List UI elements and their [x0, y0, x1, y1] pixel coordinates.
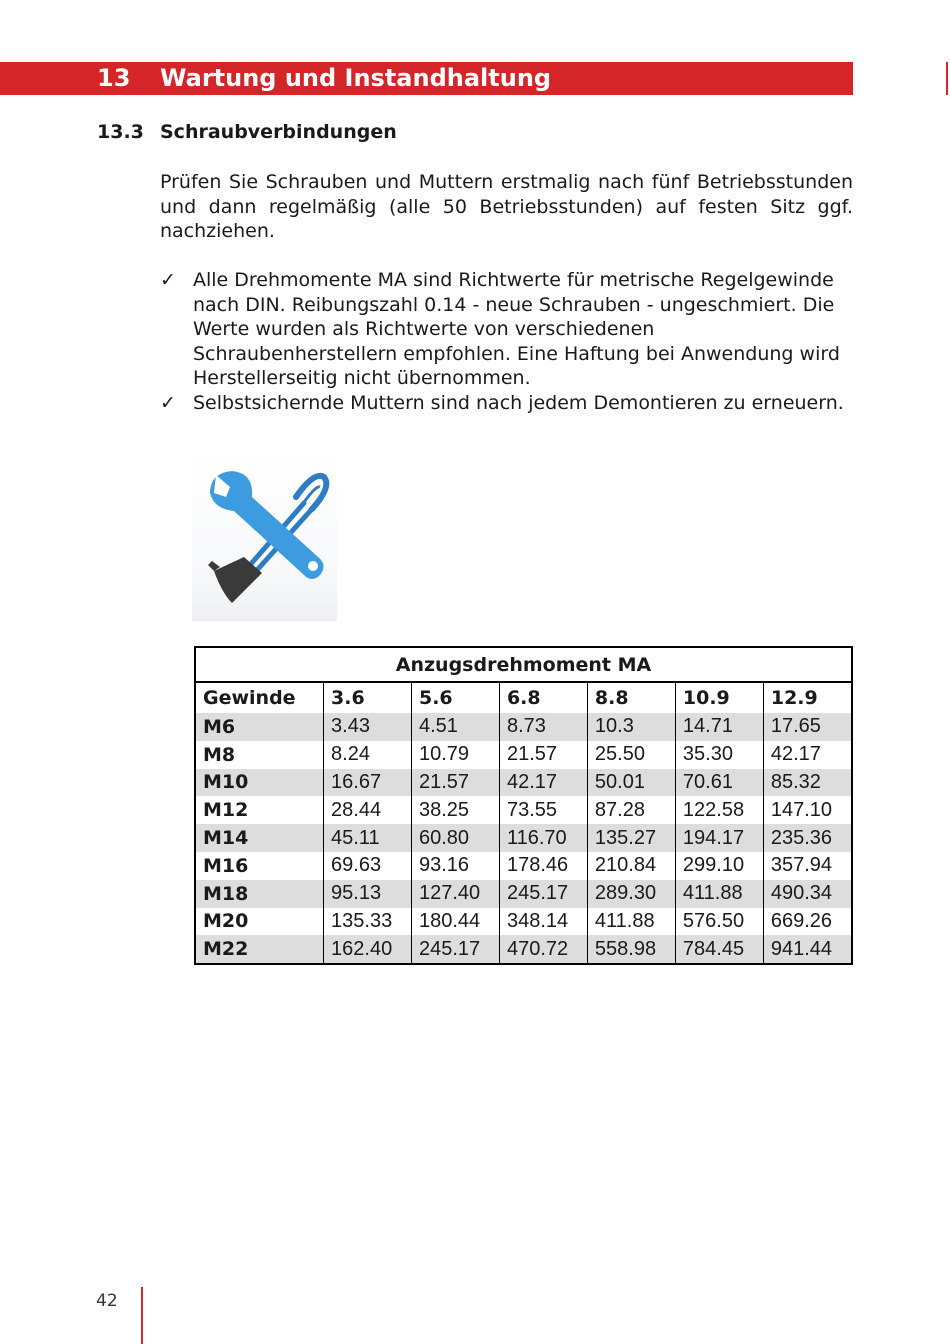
torque-cell: 178.46: [499, 852, 587, 880]
column-header: Gewinde: [195, 682, 324, 713]
torque-cell: 299.10: [675, 852, 763, 880]
torque-cell: 45.11: [324, 824, 412, 852]
torque-cell: 116.70: [499, 824, 587, 852]
torque-cell: 14.71: [675, 713, 763, 741]
thread-size-cell: M6: [195, 713, 324, 741]
torque-cell: 348.14: [499, 908, 587, 936]
column-header: 8.8: [587, 682, 675, 713]
torque-cell: 42.17: [763, 741, 852, 769]
torque-cell: 235.36: [763, 824, 852, 852]
table-row: [195, 880, 852, 908]
torque-cell: 669.26: [763, 908, 852, 936]
torque-cell: 8.24: [324, 741, 412, 769]
table-row: [195, 935, 852, 964]
torque-cell: 95.13: [324, 880, 412, 908]
thread-size-cell: M8: [195, 741, 324, 769]
checkmark-icon: ✓: [160, 269, 176, 291]
torque-cell: 135.33: [324, 908, 412, 936]
table-row: [195, 769, 852, 797]
torque-cell: 85.32: [763, 769, 852, 797]
thread-size-cell: M14: [195, 824, 324, 852]
torque-cell: 35.30: [675, 741, 763, 769]
torque-cell: 411.88: [587, 908, 675, 936]
footer-divider: [141, 1287, 143, 1344]
section-number: 13.3: [97, 121, 144, 143]
notes-list: [160, 268, 853, 415]
table-row: [195, 908, 852, 936]
torque-cell: 784.45: [675, 935, 763, 964]
table-header-row: [195, 682, 852, 713]
torque-cell: 25.50: [587, 741, 675, 769]
torque-cell: 210.84: [587, 852, 675, 880]
torque-cell: 558.98: [587, 935, 675, 964]
torque-cell: 21.57: [499, 741, 587, 769]
column-header: 5.6: [411, 682, 499, 713]
torque-cell: 16.67: [324, 769, 412, 797]
column-header: 6.8: [499, 682, 587, 713]
chapter-number: 13: [97, 64, 131, 92]
torque-cell: 10.79: [411, 741, 499, 769]
table-row: [195, 852, 852, 880]
intro-paragraph: Prüfen Sie Schrauben und Muttern erstmalig nach fünf Betriebsstunden und dann regelmäßig (alle 50 Betriebsstunden) auf festen Sitz ggf. nachziehen.: [160, 171, 853, 242]
torque-cell: 127.40: [411, 880, 499, 908]
thread-size-cell: M10: [195, 769, 324, 797]
torque-cell: 38.25: [411, 796, 499, 824]
torque-cell: 576.50: [675, 908, 763, 936]
table-row: [195, 713, 852, 741]
torque-cell: 69.63: [324, 852, 412, 880]
thread-size-cell: M22: [195, 935, 324, 964]
page-edge-mark: [946, 62, 948, 95]
note-item: [160, 391, 853, 416]
column-header: 3.6: [324, 682, 412, 713]
note-item: [160, 268, 853, 391]
note-text: Alle Drehmomente MA sind Richtwerte für metrische Regelgewinde nach DIN. Reibungszahl 0.14 - neue Schrauben - ungeschmiert. Die Werte wurden als Richtwerte von verschiedenen Schraubenherstellern empfohlen. Eine Haftung bei Anwendung wird Herstellerseitig nicht übernommen.: [193, 269, 840, 389]
torque-cell: 3.43: [324, 713, 412, 741]
thread-size-cell: M16: [195, 852, 324, 880]
torque-cell: 162.40: [324, 935, 412, 964]
torque-cell: 4.51: [411, 713, 499, 741]
thread-size-cell: M18: [195, 880, 324, 908]
torque-cell: 93.16: [411, 852, 499, 880]
torque-cell: 180.44: [411, 908, 499, 936]
torque-cell: 245.17: [411, 935, 499, 964]
section-title: Schraubverbindungen: [160, 121, 397, 143]
torque-cell: 289.30: [587, 880, 675, 908]
torque-cell: 135.27: [587, 824, 675, 852]
torque-cell: 470.72: [499, 935, 587, 964]
torque-cell: 42.17: [499, 769, 587, 797]
torque-table: [194, 646, 853, 965]
torque-cell: 490.34: [763, 880, 852, 908]
thread-size-cell: M12: [195, 796, 324, 824]
page-number: 42: [96, 1291, 118, 1311]
checkmark-icon: ✓: [160, 391, 176, 414]
thread-size-cell: M20: [195, 908, 324, 936]
torque-cell: 357.94: [763, 852, 852, 880]
chapter-title: Wartung und Instandhaltung: [160, 64, 552, 92]
torque-cell: 50.01: [587, 769, 675, 797]
torque-cell: 10.3: [587, 713, 675, 741]
torque-cell: 87.28: [587, 796, 675, 824]
column-header: 12.9: [763, 682, 852, 713]
wrench-screwdriver-icon: [192, 453, 337, 621]
table-row: [195, 796, 852, 824]
torque-cell: 21.57: [411, 769, 499, 797]
torque-cell: 60.80: [411, 824, 499, 852]
torque-cell: 194.17: [675, 824, 763, 852]
torque-cell: 245.17: [499, 880, 587, 908]
table-row: [195, 824, 852, 852]
torque-cell: 73.55: [499, 796, 587, 824]
torque-cell: 411.88: [675, 880, 763, 908]
column-header: 10.9: [675, 682, 763, 713]
table-row: [195, 741, 852, 769]
torque-cell: 28.44: [324, 796, 412, 824]
table-caption: Anzugsdrehmoment MA: [195, 647, 852, 682]
torque-cell: 147.10: [763, 796, 852, 824]
torque-cell: 8.73: [499, 713, 587, 741]
torque-cell: 70.61: [675, 769, 763, 797]
torque-cell: 122.58: [675, 796, 763, 824]
note-text: Selbstsichernde Muttern sind nach jedem Demontieren zu erneuern.: [193, 391, 844, 414]
torque-cell: 941.44: [763, 935, 852, 964]
torque-cell: 17.65: [763, 713, 852, 741]
